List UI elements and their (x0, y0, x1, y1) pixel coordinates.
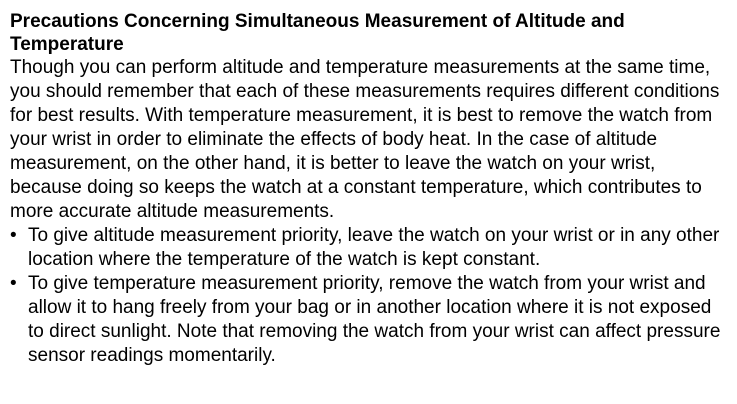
body-paragraph: Though you can perform altitude and temperature measurements at the same time, you should remember that each of these measurements requires different conditions for best results. With temperature measurement, it is best to remove the watch from your wrist in order to eliminate the effects of body heat. In the case of altitude measurement, on the other hand, it is better to leave the watch on your wrist, because doing so keeps the watch at a constant temperature, which contributes to more accurate altitude measurements. (10, 57, 720, 222)
bullet-item-altitude (10, 224, 730, 272)
section-heading: Precautions Concerning Simultaneous Measurement of Altitude and Temperature (10, 11, 625, 55)
bullet-icon: • (10, 225, 17, 246)
bullet-item-temperature (10, 272, 730, 368)
document-section (10, 10, 730, 368)
bullet-text: To give altitude measurement priority, leave the watch on your wrist or in any other location where the temperature of the watch is kept constant. (28, 225, 720, 270)
bullet-icon: • (10, 273, 17, 294)
bullet-text: To give temperature measurement priority, remove the watch from your wrist and allow it to hang freely from your bag or in another location where it is not exposed to direct sunlight. Note that removing the watch from your wrist can affect pressure sensor readings momentarily. (28, 273, 721, 366)
bullet-list (10, 224, 730, 368)
